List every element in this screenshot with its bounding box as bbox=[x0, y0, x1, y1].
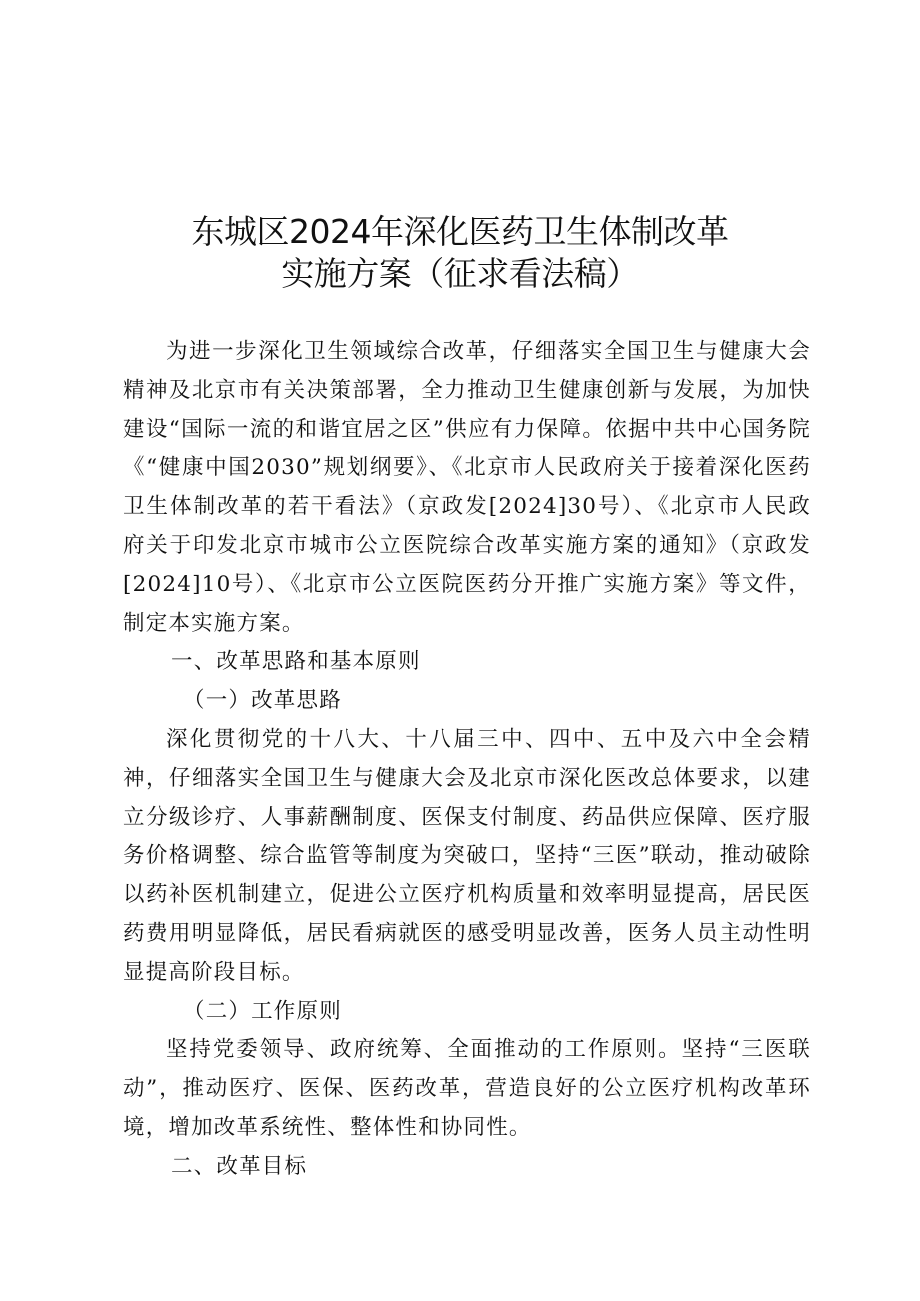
section-heading-2: 二、改革目标 bbox=[171, 1153, 308, 1179]
document-body bbox=[123, 333, 811, 1187]
section-heading-1: 一、改革思路和基本原则 bbox=[171, 649, 421, 675]
paragraph-intro: 为进一步深化卫生领域综合改革，仔细落实全国卫生与健康大会精神及北京市有关决策部署，全力推动卫生健康创新与发展，为加快建设“国际一流的和谐宜居之区”供应有力保障。依据中共中心国务院《“健康中国2030”规划纲要》、《北京市人民政府关于接着深化医药卫生体制改革的若干看法》（京政发[2024]30号）、《北京市人民政府关于印发北京市城市公立医院综合改革实施方案的通知》（京政发[2024]10号）、《北京市公立医院医药分开推广实施方案》等文件，制定本实施方案。 bbox=[123, 339, 811, 636]
paragraph-work-principles: 坚持党委领导、政府统筹、全面推动的工作原则。坚持“三医联动”，推动医疗、医保、医药改革，营造良好的公立医疗机构改革环境，增加改革系统性、整体性和协同性。 bbox=[123, 1037, 811, 1140]
paragraph-reform-approach: 深化贯彻党的十八大、十八届三中、四中、五中及六中全会精神，仔细落实全国卫生与健康大会及北京市深化医改总体要求，以建立分级诊疗、人事薪酬制度、医保支付制度、药品供应保障、医疗服务价格调整、综合监管等制度为突破口，坚持“三医”联动，推动破除以药补医机制建立，促进公立医疗机构质量和效率明显提高，居民医药费用明显降低，居民看病就医的感受明显改善，医务人员主动性明显提高阶段目标。 bbox=[123, 726, 811, 985]
subsection-heading-2: （二）工作原则 bbox=[183, 998, 342, 1024]
document-title-line-2: 实施方案（征求看法稿） bbox=[281, 254, 639, 293]
document-title-line-1: 东城区2024年深化医药卫生体制改革 bbox=[191, 212, 729, 251]
subsection-heading-1: （一）改革思路 bbox=[183, 688, 342, 714]
